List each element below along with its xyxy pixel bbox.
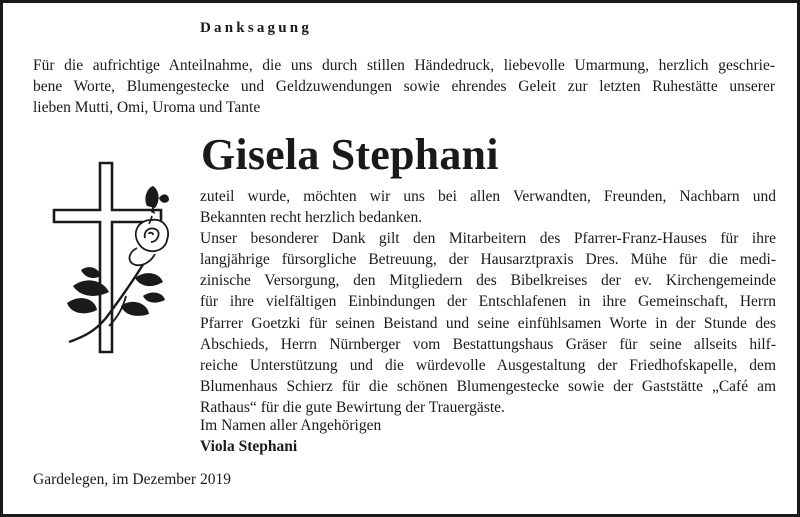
body-line: reiche Unterstützung und die würdevolle Ausgestaltung der Friedhofskapelle, dem [200, 356, 776, 374]
body-line: Abschieds, Herrn Nürnberger vom Bestattungshaus Gräser für seine allseits hilf- [200, 335, 776, 353]
intro-paragraph [33, 55, 775, 118]
body-line: Bekannten recht herzlich bedanken. [200, 209, 423, 227]
intro-line: Für die aufrichtige Anteilnahme, die uns durch stillen Händedruck, liebevolle Umarmung, herzlich geschrie- [33, 57, 775, 74]
body-line: Blumenhaus Schierz für die schönen Blumengestecke sowie der Gaststätte „Café am [200, 377, 776, 395]
body-paragraph [200, 186, 776, 418]
signoff-phrase: Im Namen aller Angehörigen [200, 417, 382, 434]
place-date: Gardelegen, im Dezember 2019 [33, 471, 231, 488]
intro-line: bene Worte, Blumengestecke und Geldzuwendungen sowie ehrendes Geleit zur letzten Ruhestätte unserer [33, 78, 775, 95]
intro-line: lieben Mutti, Omi, Uroma und Tante [33, 99, 261, 116]
signoff [200, 415, 381, 457]
body-line: Pfarrer Goetzki für seinen Beistand und seine einfühlsamen Worte in der Stunde des [200, 314, 776, 332]
body-line: zuteil wurde, möchten wir uns bei allen Verwandten, Freunden, Nachbarn und [200, 188, 776, 205]
deceased-name: Gisela Stephani [201, 130, 499, 179]
body-line: zinische Versorgung, den Mitgliedern des Bibelkreises der ev. Kirchengemeinde [200, 272, 776, 290]
body-line: für ihre vielfältigen Einbindungen der Entschlafenen in ihre Gemeinschaft, Herrn [200, 293, 776, 311]
signer-name: Viola Stephani [200, 438, 298, 455]
notice-heading: Danksagung [200, 20, 313, 36]
body-line: langjährige fürsorgliche Betreuung, der Hausarztpraxis Dres. Mühe für die medi- [200, 251, 776, 269]
cross-with-rose-icon [51, 158, 181, 358]
body-line: Rathaus“ für die gute Bewirtung der Trauergäste. [200, 398, 505, 416]
body-line: Unser besonderer Dank gilt den Mitarbeitern des Pfarrer-Franz-Hauses für ihre [200, 230, 776, 248]
